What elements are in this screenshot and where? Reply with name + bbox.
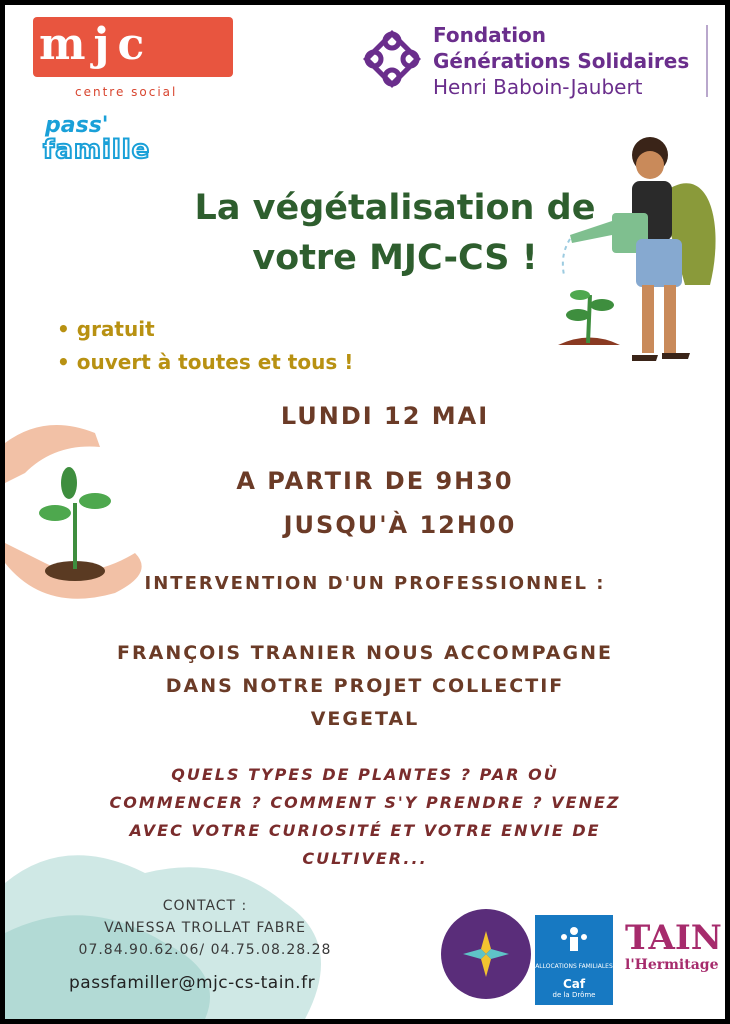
fondation-line1: Fondation [433, 23, 547, 47]
gardener-illustration [550, 135, 725, 375]
contact-phones: 07.84.90.62.06/ 04.75.08.28.28 [78, 942, 332, 958]
fondation-line3: Henri Baboin-Jaubert [433, 75, 643, 99]
contact-name: VANESSA TROLLAT FABRE [104, 920, 306, 936]
contact-label: CONTACT : [162, 898, 248, 914]
fondation-divider [706, 25, 708, 97]
fondation-line2: Générations Solidaires [433, 49, 690, 73]
feature-list [57, 313, 353, 379]
tain-logo-text: TAIN [625, 918, 722, 958]
caf-label-line3: de la Drôme [552, 991, 596, 999]
event-start-time: A PARTIR DE 9H30 [236, 467, 514, 495]
poster [5, 5, 725, 1019]
intervention-heading: INTERVENTION D'UN PROFESSIONNEL : [144, 573, 606, 594]
commission-star-icon [461, 929, 511, 979]
pass-famille-logo-line1: pass' [45, 113, 109, 138]
professional-description: FRANÇOIS TRANIER NOUS ACCOMPAGNE DANS NOTRE PROJET COLLECTIF VEGETAL [117, 642, 613, 730]
contact-block [65, 895, 345, 961]
questions-text: QUELS TYPES DE PLANTES ? PAR OÙ COMMENCER ? COMMENT S'Y PRENDRE ? VENEZ AVEC VOTRE CURIOSITÉ ET VOTRE ENVIE DE CULTIVER... [109, 765, 621, 868]
pass-famille-logo-line2: famille [43, 135, 151, 165]
fondation-knot-icon [360, 27, 424, 91]
feature-open: • ouvert à toutes et tous ! [57, 346, 353, 379]
caf-label-line2: Caf [562, 977, 586, 991]
poster-title: La végétalisation de votre MJC-CS ! [194, 188, 596, 278]
mjc-logo-subtitle: centre social [75, 85, 178, 99]
event-date: LUNDI 12 MAI [280, 402, 490, 430]
event-end-time: JUSQU'À 12H00 [283, 511, 517, 539]
caf-label-line1: ALLOCATIONS FAMILIALES [535, 963, 613, 970]
hermitage-logo-text: l'Hermitage [625, 957, 719, 973]
contact-email: passfamiller@mjc-cs-tain.fr [69, 973, 316, 993]
caf-figures-icon [556, 923, 592, 959]
mjc-logo-text: mjc [39, 19, 153, 70]
feature-free: • gratuit [57, 313, 353, 346]
